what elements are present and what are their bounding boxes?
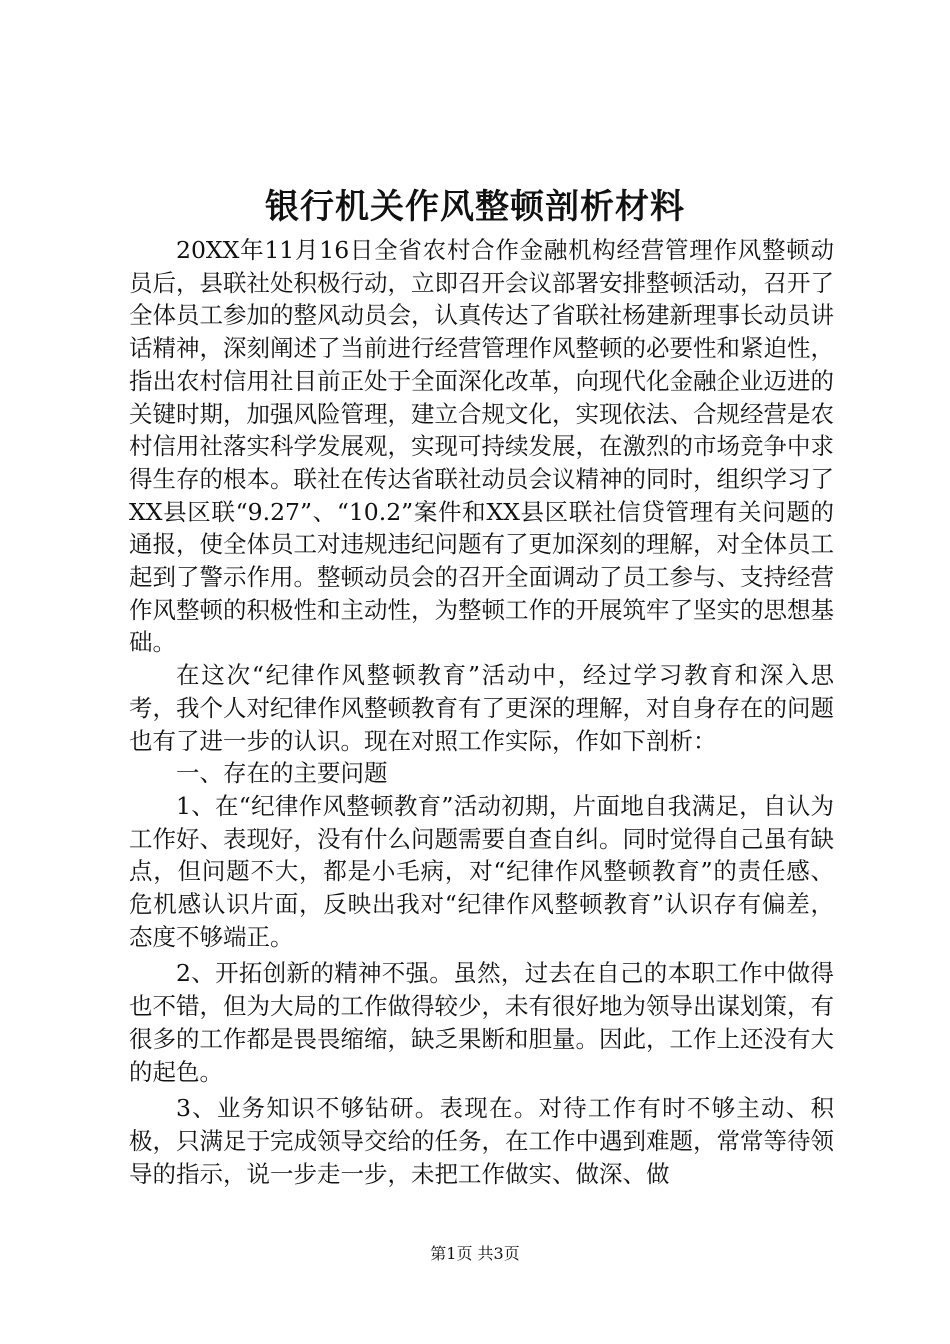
page-number-footer: 第1页 共3页 bbox=[430, 1244, 520, 1263]
section-heading-main-problems: 一、存在的主要问题 bbox=[176, 759, 388, 788]
paragraph-intro: 20XX年11月16日全省农村合作金融机构经营管理作风整顿动员后，县联社处积极行动，立即召开会议部署安排整顿活动，召开了全体员工参加的整风动员会，认真传达了省联社杨建新理事长动员讲话精神，深刻阐述了当前进行经营管理作风整顿的必要性和紧迫性，指出农村信用社目前正处于全面深化改革，向现代化金融企业迈进的关键时期，加强风险管理，建立合规文化，实现依法、合规经营是农村信用社落实科学发展观，实现可持续发展，在激烈的市场竞争中求得生存的根本。联社在传达省联社动员会议精神的同时，组织学习了XX县区联“9.27”、“10.2”案件和XX县区联社信贷管理有关问题的通报，使全体员工对违规违纪问题有了更加深刻的理解，对全体员工起到了警示作用。整顿动员会的召开全面调动了员工参与、支持经营作风整顿的积极性和主动性，为整顿工作的开展筑牢了坚实的思想基础。 bbox=[129, 236, 834, 657]
document-body bbox=[129, 234, 834, 1190]
paragraph-problem-2: 2、开拓创新的精神不强。虽然，过去在自己的本职工作中做得也不错，但为大局的工作做得较少，未有很好地为领导出谋划策，有很多的工作都是畏畏缩缩，缺乏果断和胆量。因此，工作上还没有大的起色。 bbox=[129, 959, 834, 1086]
paragraph-reflection: 在这次“纪律作风整顿教育”活动中，经过学习教育和深入思考，我个人对纪律作风整顿教育有了更深的理解，对自身存在的问题也有了进一步的认识。现在对照工作实际，作如下剖析： bbox=[129, 661, 834, 755]
paragraph-problem-1: 1、在“纪律作风整顿教育”活动初期，片面地自我满足，自认为工作好、表现好，没有什么问题需要自查自纠。同时觉得自己虽有缺点，但问题不大，都是小毛病，对“纪律作风整顿教育”的责任感、危机感认识片面，反映出我对“纪律作风整顿教育”认识存有偏差，态度不够端正。 bbox=[129, 791, 834, 951]
document-title: 银行机关作风整顿剖析材料 bbox=[265, 187, 685, 227]
paragraph-problem-3: 3、业务知识不够钻研。表现在。对待工作有时不够主动、积极，只满足于完成领导交给的任务，在工作中遇到难题，常常等待领导的指示，说一步走一步，未把工作做实、做深、做 bbox=[129, 1094, 834, 1188]
